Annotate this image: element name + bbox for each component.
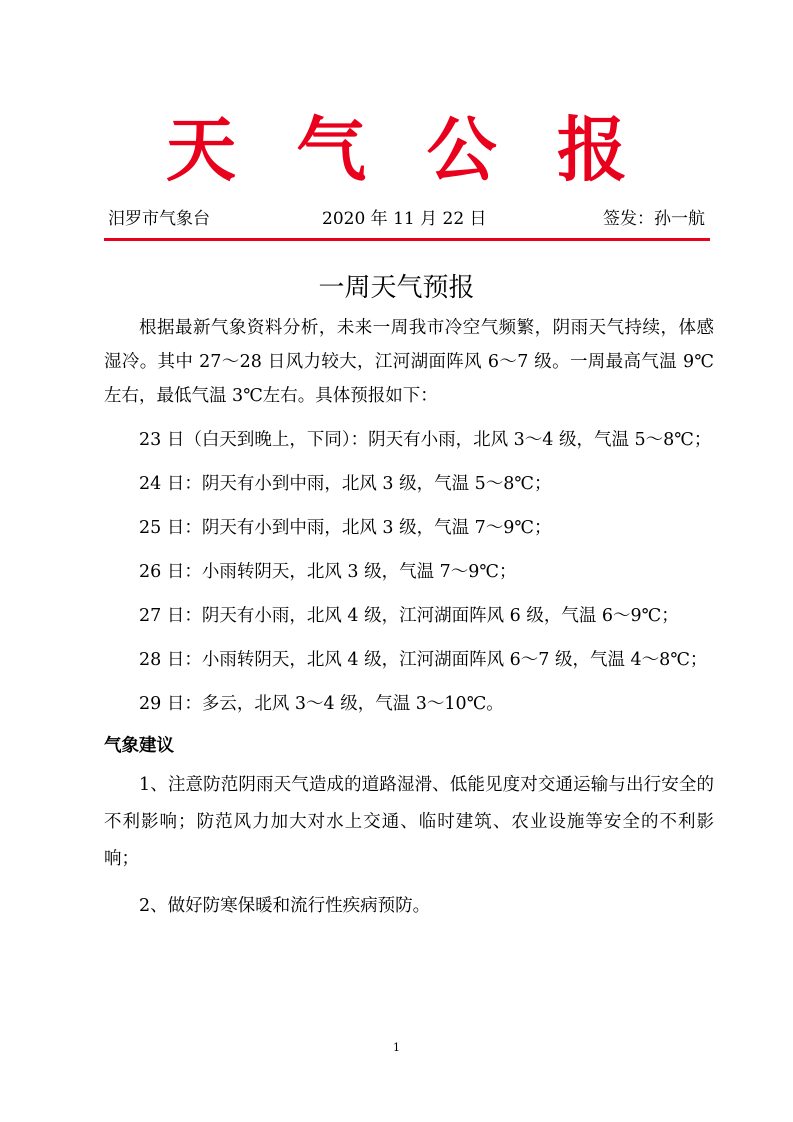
header-divider <box>104 238 710 241</box>
issuer-label: 汨罗市气象台 <box>108 209 210 229</box>
signer-label: 签发：孙一航 <box>603 209 705 229</box>
forecast-day-23: 23 日（白天到晚上，下同）：阴天有小雨，北风 3～4 级，气温 5～8℃； <box>139 430 712 450</box>
forecast-day-26: 26 日：小雨转阴天，北风 3 级，气温 7～9℃； <box>139 562 517 582</box>
page-title: 一周天气预报 <box>318 273 475 303</box>
forecast-day-29: 29 日：多云，北风 3～4 级，气温 3～10℃。 <box>139 694 504 714</box>
forecast-day-25: 25 日：阴天有小到中雨，北风 3 级，气温 7～9℃； <box>139 518 552 538</box>
document-body <box>104 311 714 925</box>
bulletin-masthead: 天 气 公 报 <box>165 109 646 191</box>
advice-heading: 气象建议 <box>104 736 174 756</box>
forecast-day-24: 24 日：阴天有小到中雨，北风 3 级，气温 5～8℃； <box>139 474 552 494</box>
intro-paragraph: 根据最新气象资料分析，未来一周我市冷空气频繁，阴雨天气持续，体感湿冷。其中 27～28 日风力较大，江河湖面阵风 6～7 级。一周最高气温 9℃左右，最低气温 3℃左右。具体预报如下： <box>104 318 714 406</box>
advice-item-2: 2、做好防寒保暖和流行性疾病预防。 <box>139 896 431 916</box>
advice-item-1: 1、注意防范阴雨天气造成的道路湿滑、低能见度对交通运输与出行安全的不利影响；防范风力加大对水上交通、临时建筑、农业设施等安全的不利影响； <box>104 775 714 869</box>
forecast-day-28: 28 日：小雨转阴天，北风 4 级，江河湖面阵风 6～7 级，气温 4～8℃； <box>139 650 708 670</box>
page-number: 1 <box>393 1041 400 1054</box>
forecast-day-27: 27 日：阴天有小雨，北风 4 级，江河湖面阵风 6 级，气温 6～9℃； <box>139 606 679 626</box>
issue-date: 2020 年 11 月 22 日 <box>322 209 487 229</box>
